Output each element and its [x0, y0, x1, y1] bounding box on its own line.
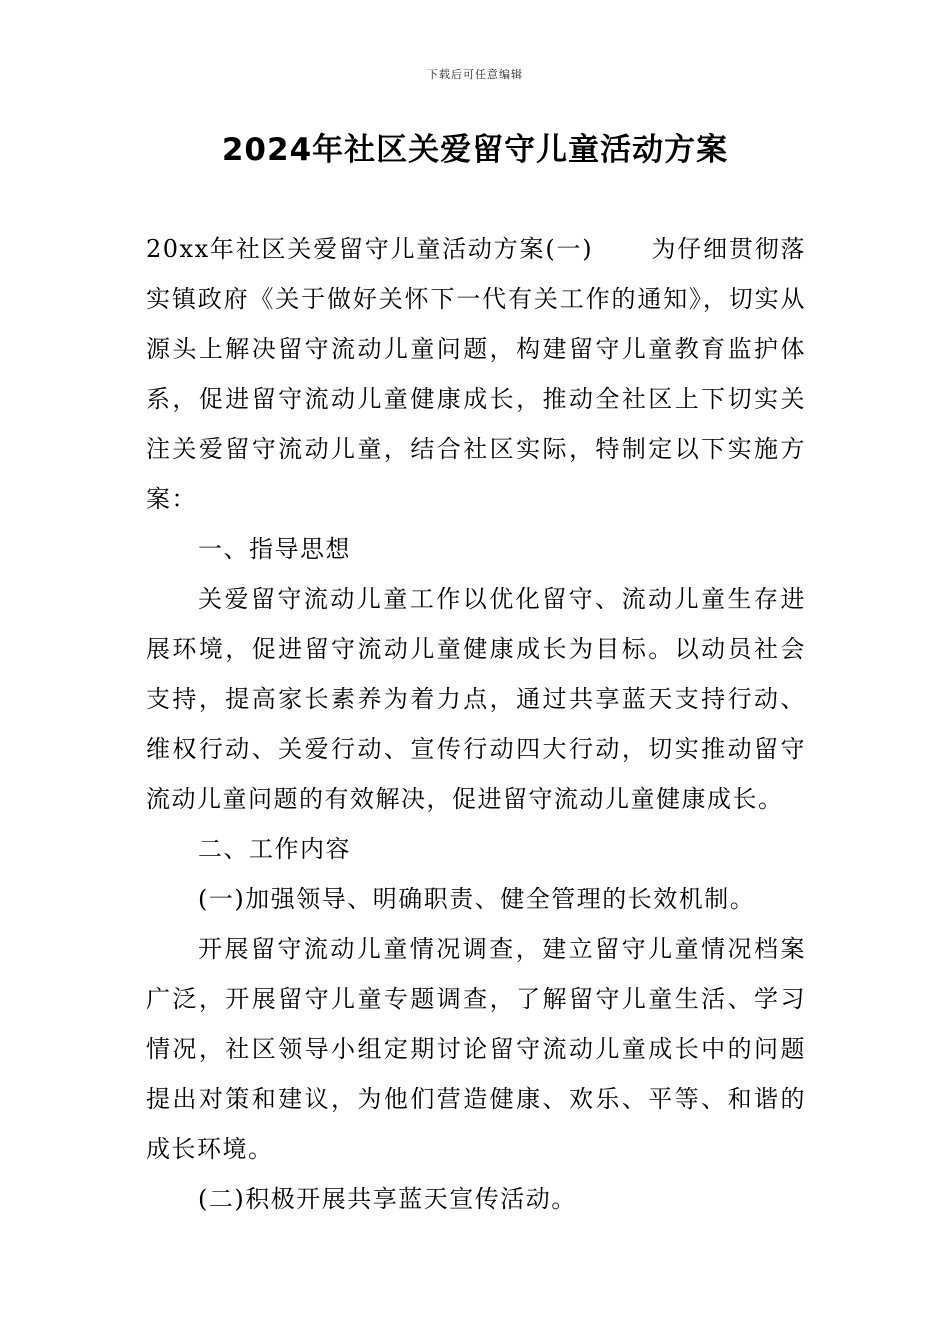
section-heading-guiding-ideology: 一、指导思想 — [198, 535, 351, 563]
subsection-heading-publicity: (二)积极开展共享蓝天宣传活动。 — [198, 1185, 577, 1213]
paragraph-survey: 开展留守流动儿童情况调查，建立留守儿童情况档案广泛，开展留守儿童专题调查，了解留守儿童生活、学习情况，社区领导小组定期讨论留守流动儿童成长中的问题提出对策和建议，为他们营造健康、欢乐、平等、和谐的成长环境。 — [146, 935, 806, 1163]
paragraph-guiding-ideology: 关爱留守流动儿童工作以优化留守、流动儿童生存进展环境，促进留守流动儿童健康成长为目标。以动员社会支持，提高家长素养为着力点，通过共享蓝天支持行动、维权行动、关爱行动、宣传行动四大行动，切实推动留守流动儿童问题的有效解决，促进留守流动儿童健康成长。 — [146, 585, 806, 813]
intro-heading: 20xx年社区关爱留守儿童活动方案(一) — [146, 235, 594, 263]
document-body — [146, 224, 806, 1224]
header-note: 下载后可任意编辑 — [427, 68, 523, 81]
subsection-heading-leadership: (一)加强领导、明确职责、健全管理的长效机制。 — [198, 885, 756, 913]
document-title: 2024年社区关爱留守儿童活动方案 — [221, 132, 729, 168]
section-heading-work-content: 二、工作内容 — [198, 835, 351, 863]
intro-text: 为仔细贯彻落实镇政府《关于做好关怀下一代有关工作的通知》，切实从源头上解决留守流动儿童问题，构建留守儿童教育监护体系，促进留守流动儿童健康成长，推动全社区上下切实关注关爱留守流动儿童，结合社区实际，特制定以下实施方案： — [146, 235, 807, 513]
intro-paragraph — [146, 224, 806, 524]
